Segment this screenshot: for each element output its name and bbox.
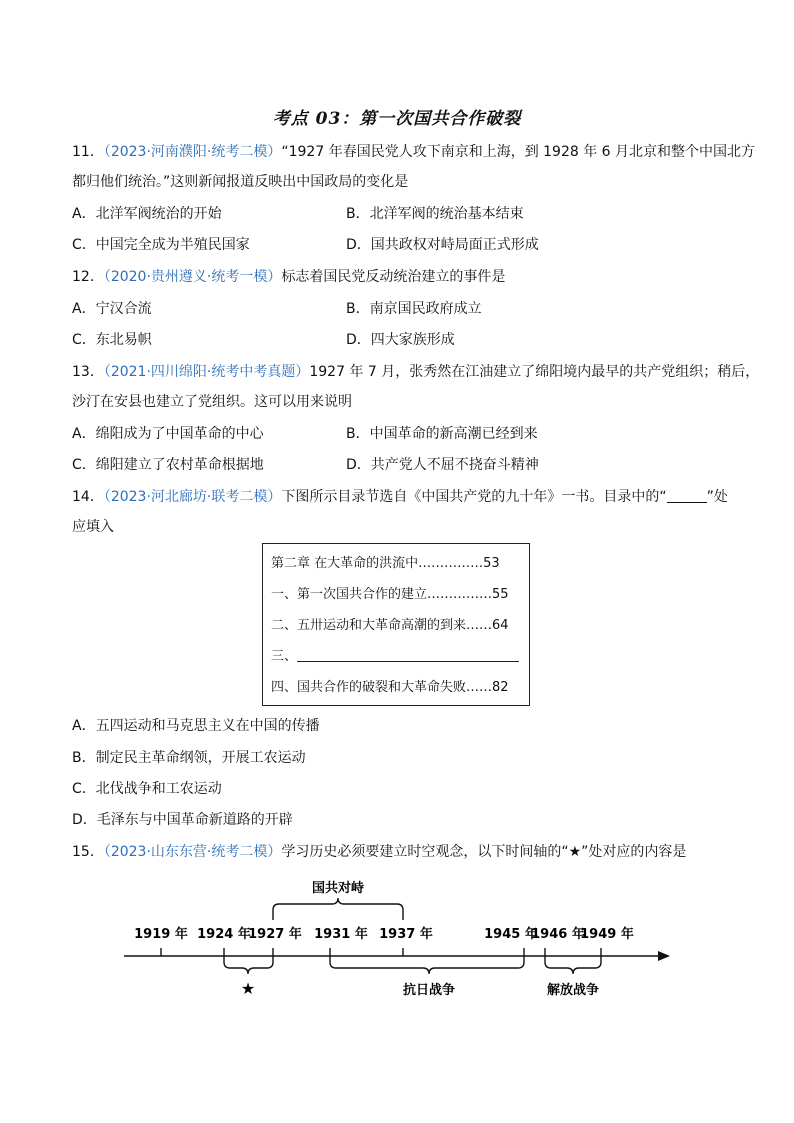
toc-item-2: 二、五卅运动和大革命高潮的到来……64 (271, 618, 509, 633)
question-15-line1 (72, 842, 686, 862)
brace-liberation-war (545, 956, 601, 974)
q11-option-b: B．北洋军阀的统治基本结束 (346, 206, 524, 222)
q13-option-c: C．绵阳建立了农村革命根据地 (72, 457, 264, 473)
question-source: （2023·河北廊坊·联考二模） (103, 489, 282, 505)
year-label-1945: 1945 年 (484, 927, 538, 942)
question-11-line2: 都归他们统治。”这则新闻报道反映出中国政局的变化是 (72, 174, 409, 190)
q12-option-b: B．南京国民政府成立 (346, 301, 482, 317)
toc-item-3 (271, 648, 519, 666)
year-label-1949: 1949 年 (580, 927, 634, 942)
year-label-1919: 1919 年 (134, 927, 188, 942)
q14-option-d: D．毛泽东与中国革命新道路的开辟 (72, 812, 293, 828)
question-13-line1 (72, 362, 759, 382)
question-12-line1 (72, 267, 505, 287)
question-source: （2020·贵州遵义·统考一模） (103, 269, 282, 285)
timeline-diagram (0, 870, 794, 1010)
question-stem: 1927 年 7 月，张秀然在江油建立了绵阳境内最早的共产党组织；稍后， (309, 364, 760, 380)
year-label-1946: 1946 年 (531, 927, 585, 942)
q13-option-b: B．中国革命的新高潮已经到来 (346, 426, 538, 442)
question-number: 14． (72, 489, 104, 505)
question-source: （2023·河南濮阳·统考二模） (103, 144, 282, 160)
q11-option-c: C．中国完全成为半殖民国家 (72, 237, 250, 253)
toc-item-1: 一、第一次国共合作的建立……………55 (271, 587, 509, 602)
question-source: （2021·四川绵阳·统考中考真题） (103, 364, 310, 380)
year-label-1927: 1927 年 (248, 927, 302, 942)
question-number: 11． (72, 144, 104, 160)
label-kmt-ccp-confrontation: 国共对峙 (311, 881, 365, 896)
question-number: 15． (72, 844, 104, 860)
year-label-1924: 1924 年 (197, 927, 251, 942)
toc-item-4: 四、国共合作的破裂和大革命失败……82 (271, 680, 509, 695)
q14-option-c: C．北伐战争和工农运动 (72, 781, 222, 797)
question-number: 13． (72, 364, 104, 380)
question-stem-end: ”处 (706, 489, 728, 505)
question-number: 12． (72, 269, 104, 285)
brace-anti-japanese-war (330, 956, 524, 974)
toc-blank-line (297, 649, 519, 662)
question-14-line1 (72, 487, 728, 507)
question-11-line1 (72, 142, 755, 162)
question-stem: 学习历史必须要建立时空观念，以下时间轴的“★”处对应的内容是 (281, 844, 687, 860)
q12-option-c: C．东北易帜 (72, 332, 152, 348)
question-source: （2023·山东东营·统考二模） (103, 844, 282, 860)
question-stem: 标志着国民党反动统治建立的事件是 (281, 269, 506, 285)
question-stem: “1927 年春国民党人攻下南京和上海，到 1928 年 6 月北京和整个中国北方 (281, 144, 756, 160)
question-stem: 下图所示目录节选自《中国共产党的九十年》一书。目录中的“ (281, 489, 667, 505)
brace-star-period (224, 956, 273, 974)
q11-option-d: D．国共政权对峙局面正式形成 (346, 237, 539, 253)
label-liberation-war: 解放战争 (546, 983, 600, 998)
q14-option-a: A．五四运动和马克思主义在中国的传播 (72, 718, 320, 734)
timeline-arrow-icon (658, 951, 670, 961)
q13-option-a: A．绵阳成为了中国革命的中心 (72, 426, 264, 442)
star-icon: ★ (240, 979, 256, 998)
q11-option-a: A．北洋军阀统治的开始 (72, 206, 222, 222)
brace-kmt-ccp-confrontation (273, 898, 403, 920)
q12-option-a: A．宁汉合流 (72, 301, 152, 317)
question-14-line2: 应填入 (72, 519, 114, 535)
q14-option-b: B．制定民主革命纲领，开展工农运动 (72, 750, 306, 766)
page-title: 考点 03：第一次国共合作破裂 (272, 109, 522, 129)
q12-option-d: D．四大家族形成 (346, 332, 455, 348)
table-of-contents-box (262, 543, 530, 706)
label-anti-japanese-war: 抗日战争 (402, 983, 456, 998)
toc-chapter: 第二章 在大革命的洪流中……………53 (271, 556, 500, 571)
toc-item-3-label: 三、 (271, 649, 298, 664)
question-13-line2: 沙汀在安县也建立了党组织。这可以用来说明 (72, 394, 352, 410)
answer-blank (667, 488, 707, 503)
year-label-1937: 1937 年 (379, 927, 433, 942)
q13-option-d: D．共产党人不屈不挠奋斗精神 (346, 457, 539, 473)
year-label-1931: 1931 年 (314, 927, 368, 942)
